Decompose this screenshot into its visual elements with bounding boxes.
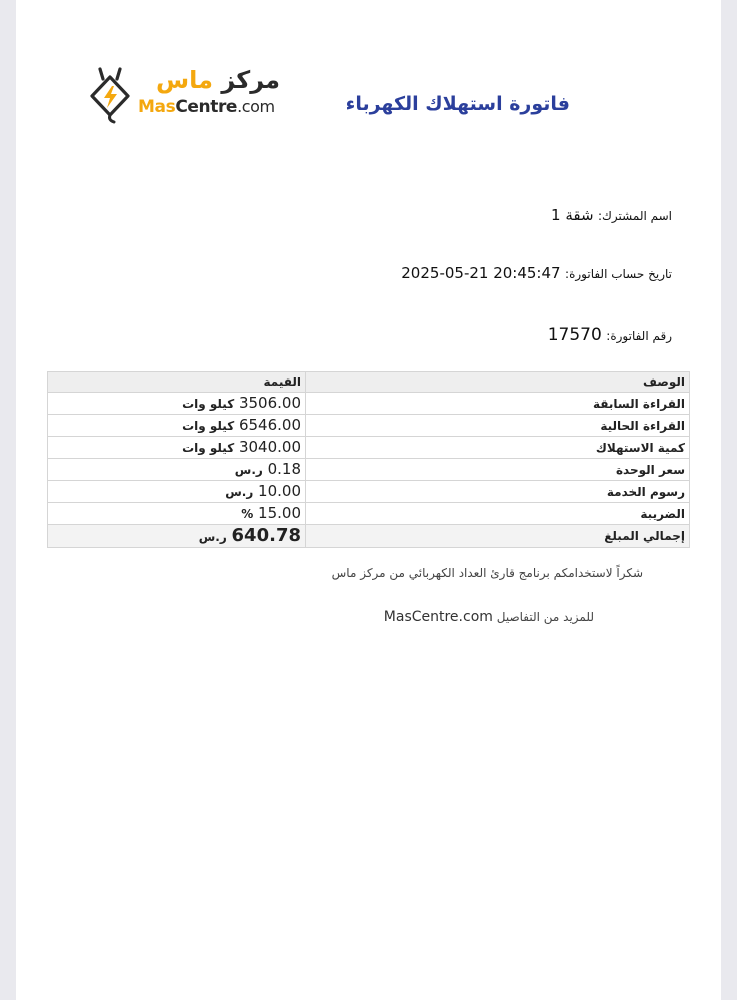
- invoice-date-field: [401, 264, 672, 282]
- logo-ar-main: مركز: [221, 66, 280, 94]
- logo-en-suffix: .com: [237, 97, 275, 116]
- table-row: [48, 437, 690, 459]
- row-amount: 6546.00: [238, 416, 301, 434]
- row-label: كمية الاستهلاك: [306, 437, 690, 459]
- table-row: [48, 415, 690, 437]
- header-description: الوصف: [306, 372, 690, 393]
- invoice-table: [47, 371, 690, 548]
- row-value: [48, 415, 306, 437]
- row-amount: 3506.00: [238, 394, 301, 412]
- more-details-label: للمزيد من التفاصيل: [496, 610, 594, 624]
- subscriber-field: [551, 206, 672, 224]
- subscriber-label: اسم المشترك:: [598, 209, 672, 223]
- total-amount: 640.78: [231, 524, 301, 546]
- row-unit: كيلو وات: [182, 397, 235, 411]
- row-value: [48, 459, 306, 481]
- mascentre-logo: [88, 62, 288, 126]
- table-row: [48, 481, 690, 503]
- table-row: [48, 459, 690, 481]
- invoice-number-label: رقم الفاتورة:: [606, 329, 672, 343]
- invoice-date-value: 2025-05-21 20:45:47: [401, 264, 561, 282]
- row-value: [48, 393, 306, 415]
- invoice-title: فاتورة استهلاك الكهرباء: [345, 93, 570, 115]
- row-unit: كيلو وات: [182, 441, 235, 455]
- row-label: القراءة الحالية: [306, 415, 690, 437]
- row-unit: ر.س: [234, 463, 263, 477]
- row-label: رسوم الخدمة: [306, 481, 690, 503]
- row-label: القراءة السابقة: [306, 393, 690, 415]
- total-unit: ر.س: [198, 529, 227, 544]
- row-label: الضريبة: [306, 503, 690, 525]
- row-amount: 0.18: [267, 460, 301, 478]
- logo-en-main: Centre: [175, 97, 238, 117]
- website-link[interactable]: MasCentre.com: [383, 609, 493, 625]
- table-row: [48, 503, 690, 525]
- row-amount: 15.00: [258, 504, 301, 522]
- power-plug-icon: [88, 66, 134, 124]
- row-value: [48, 437, 306, 459]
- invoice-number-value: 17570: [547, 325, 602, 345]
- row-unit: %: [241, 507, 254, 521]
- row-label: سعر الوحدة: [306, 459, 690, 481]
- row-value: [48, 481, 306, 503]
- table-header-row: [48, 372, 690, 393]
- total-row: [48, 525, 690, 548]
- more-details-line: [384, 609, 594, 625]
- invoice-number-field: [548, 325, 672, 345]
- row-unit: كيلو وات: [182, 419, 235, 433]
- invoice-date-label: تاريخ حساب الفاتورة:: [565, 267, 672, 281]
- logo-en-accent: Mas: [138, 97, 176, 117]
- logo-english-text: [138, 97, 275, 117]
- header-value: القيمة: [48, 372, 306, 393]
- table-row: [48, 393, 690, 415]
- subscriber-value: شقة 1: [551, 206, 594, 224]
- thank-you-note: شكراً لاستخدامكم برنامج قارئ العداد الكهربائي من مركز ماس: [331, 566, 643, 580]
- total-label: إجمالي المبلغ: [306, 525, 690, 548]
- row-amount: 3040.00: [238, 438, 301, 456]
- total-value: [48, 525, 306, 548]
- logo-ar-accent: ماس: [155, 66, 213, 94]
- row-amount: 10.00: [258, 482, 301, 500]
- logo-arabic-text: [138, 66, 280, 94]
- row-value: [48, 503, 306, 525]
- row-unit: ر.س: [225, 485, 254, 499]
